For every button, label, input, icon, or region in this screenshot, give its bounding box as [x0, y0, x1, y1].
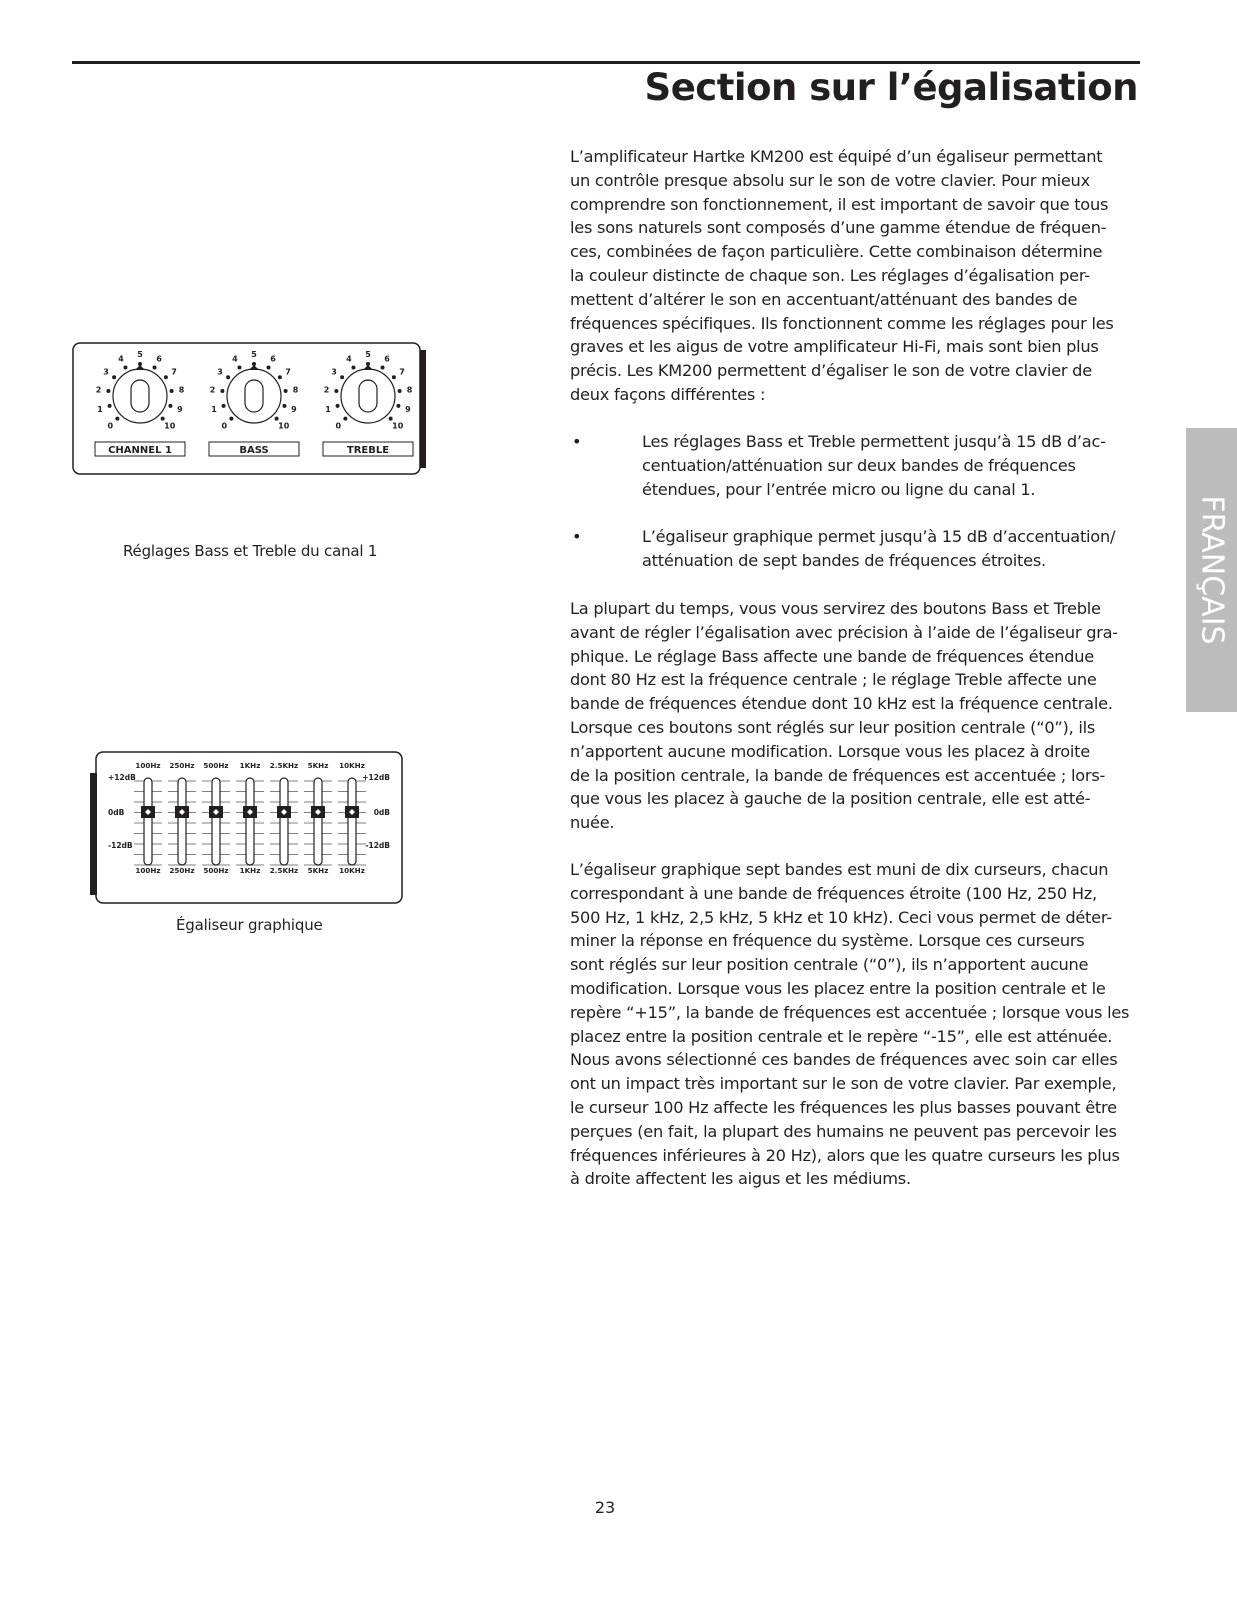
scale-dot	[284, 389, 288, 393]
text-line: miner la réponse en fréquence du système. Lorsque ces curseurs	[570, 931, 1085, 951]
db-label-right: 0dB	[373, 808, 390, 817]
slider-slot	[178, 778, 186, 865]
scale-dot	[392, 375, 396, 379]
scale-label: 0	[221, 421, 228, 431]
text-line: précis. Les KM200 permettent d’égaliser le son de votre clavier de	[570, 361, 1092, 381]
scale-dot	[389, 417, 393, 421]
scale-label: 1	[325, 404, 331, 414]
scale-label: 9	[291, 404, 297, 414]
scale-label: 2	[209, 385, 216, 395]
band-label-top: 100Hz	[135, 761, 161, 770]
scale-label: 8	[406, 385, 413, 395]
text-line: L’égaliseur graphique sept bandes est muni de dix curseurs, chacun	[570, 860, 1109, 879]
scale-label: 7	[171, 367, 177, 377]
scale-dot	[278, 375, 282, 379]
scale-label: 4	[346, 354, 352, 364]
scale-dot	[398, 389, 402, 393]
text-line: nuée.	[570, 813, 615, 833]
band-label-top: 250Hz	[169, 761, 195, 770]
text-line: atténuation de sept bandes de fréquences étroites.	[642, 550, 1046, 570]
scale-label: 9	[405, 404, 411, 414]
slider-slot	[280, 778, 288, 865]
scale-dot	[229, 417, 233, 421]
scale-label: 3	[103, 367, 109, 377]
scale-label: 1	[97, 404, 103, 414]
text-line: le curseur 100 Hz affecte les fréquences les plus basses pouvant être	[570, 1097, 1117, 1117]
slider-slot	[144, 778, 152, 865]
slider-slot	[314, 778, 322, 865]
scale-label: 3	[331, 367, 337, 377]
panel-edge	[420, 350, 426, 468]
scale-dot	[282, 404, 286, 408]
text-line: un contrôle presque absolu sur le son de votre clavier. Pour mieux	[570, 170, 1090, 190]
text-line: perçues (en fait, la plupart des humains ne peuvent pas percevoir les	[570, 1121, 1117, 1141]
knob-label: BASS	[239, 445, 269, 456]
text-line: phique. Le réglage Bass affecte une bande de fréquences étendue	[570, 646, 1094, 666]
text-line: correspondant à une bande de fréquences étroite (100 Hz, 250 Hz,	[570, 883, 1097, 903]
knob-figure-caption: Réglages Bass et Treble du canal 1	[123, 542, 378, 560]
scale-dot	[275, 417, 279, 421]
scale-dot	[123, 365, 127, 369]
scale-dot	[343, 417, 347, 421]
scale-label: 3	[217, 367, 223, 377]
bullet-text	[642, 525, 1115, 573]
scale-dot	[226, 375, 230, 379]
text-line: L’amplificateur Hartke KM200 est équipé d’un égaliseur permettant	[570, 147, 1103, 166]
scale-label: 1	[211, 404, 217, 414]
scale-label: 7	[399, 367, 405, 377]
text-line: bande de fréquences étendue dont 10 kHz est la fréquence centrale.	[570, 694, 1113, 714]
scale-label: 2	[323, 385, 330, 395]
scale-dot	[336, 404, 340, 408]
knob-label: CHANNEL 1	[108, 445, 172, 456]
band-label-bottom: 10KHz	[339, 866, 365, 875]
text-line: les sons naturels sont composés d’une gamme étendue de fréquen-	[570, 218, 1107, 238]
slider-slot	[212, 778, 220, 865]
band-label-bottom: 5KHz	[307, 866, 329, 875]
scale-dot	[112, 375, 116, 379]
scale-dot	[396, 404, 400, 408]
scale-dot	[106, 389, 110, 393]
scale-dot	[237, 365, 241, 369]
band-label-top: 500Hz	[203, 761, 229, 770]
text-line: repère “+15”, la bande de fréquences est accentuée ; lorsque vous les	[570, 1002, 1130, 1022]
bullet-icon: •	[572, 527, 582, 546]
scale-label: 10	[278, 421, 290, 431]
db-label-left: 0dB	[108, 808, 125, 817]
scale-label: 5	[365, 350, 371, 359]
scale-label: 6	[384, 354, 390, 364]
text-line: à droite affectent les aigus et les médiums.	[570, 1169, 911, 1189]
knob-label: TREBLE	[346, 445, 390, 456]
scale-dot	[108, 404, 112, 408]
db-label-left: +12dB	[108, 773, 136, 782]
scale-label: 8	[178, 385, 185, 395]
knob	[113, 369, 167, 423]
text-line: Les réglages Bass et Treble permettent jusqu’à 15 dB d’ac-	[642, 432, 1106, 451]
text-line: 500 Hz, 1 kHz, 2,5 kHz, 5 kHz et 10 kHz). Ceci vous permet de déter-	[570, 907, 1112, 927]
text-line: la couleur distincte de chaque son. Les réglages d’égalisation per-	[570, 265, 1090, 285]
scale-dot	[267, 365, 271, 369]
scale-dot	[334, 389, 338, 393]
bullet-item	[570, 525, 1140, 597]
scale-label: 6	[270, 354, 276, 364]
scale-dot	[164, 375, 168, 379]
band-label-bottom: 500Hz	[203, 866, 229, 875]
bullet-item	[570, 430, 1140, 502]
bass-treble-paragraph	[570, 597, 1150, 835]
band-label-bottom: 100Hz	[135, 866, 161, 875]
text-line: placez entre la position centrale et le repère “-15”, elle est atténuée.	[570, 1026, 1113, 1046]
text-line: dont 80 Hz est la fréquence centrale ; le réglage Treble affecte une	[570, 670, 1097, 690]
text-line: L’égaliseur graphique permet jusqu’à 15 dB d’accentuation/	[642, 527, 1116, 546]
scale-label: 8	[292, 385, 299, 395]
scale-label: 4	[118, 354, 124, 364]
text-line: centuation/atténuation sur deux bandes de fréquences	[642, 455, 1076, 475]
panel-edge	[90, 773, 97, 895]
scale-dot	[161, 417, 165, 421]
band-label-top: 2.5KHz	[269, 761, 299, 770]
band-label-bottom: 1KHz	[239, 866, 261, 875]
scale-label: 2	[95, 385, 102, 395]
text-line: sont réglés sur leur position centrale (“0”), ils n’apportent aucune	[570, 955, 1089, 975]
text-line: deux façons différentes :	[570, 384, 766, 404]
scale-label: 4	[232, 354, 238, 364]
text-line: de la position centrale, la bande de fréquences est accentuée ; lors-	[570, 765, 1106, 785]
text-line: Nous avons sélectionné ces bandes de fréquences avec soin car elles	[570, 1050, 1118, 1070]
scale-label: 5	[251, 350, 257, 359]
scale-dot	[153, 365, 157, 369]
text-line: mettent d’altérer le son en accentuant/atténuant des bandes de	[570, 289, 1078, 309]
language-tab	[1186, 428, 1237, 712]
graphic-eq-paragraph	[570, 858, 1150, 1191]
scale-label: 6	[156, 354, 162, 364]
db-label-right: +12dB	[362, 773, 390, 782]
eq-figure-caption: Égaliseur graphique	[176, 916, 323, 934]
scale-label: 5	[137, 350, 143, 359]
band-label-top: 5KHz	[307, 761, 329, 770]
scale-dot	[115, 417, 119, 421]
page-title: Section sur l’égalisation	[644, 66, 1138, 109]
db-label-left: -12dB	[108, 841, 133, 850]
text-line: Lorsque ces boutons sont réglés sur leur position centrale (“0”), ils	[570, 717, 1096, 737]
band-label-top: 10KHz	[339, 761, 365, 770]
knob	[227, 369, 281, 423]
text-line: ces, combinées de façon particulière. Cette combinaison détermine	[570, 242, 1103, 262]
scale-label: 10	[392, 421, 404, 431]
scale-label: 10	[164, 421, 176, 431]
text-line: graves et les aigus de votre amplificateur Hi-Fi, mais sont bien plus	[570, 337, 1099, 357]
text-line: que vous les placez à gauche de la position centrale, elle est atté-	[570, 789, 1091, 809]
band-label-bottom: 250Hz	[169, 866, 195, 875]
text-line: fréquences spécifiques. Ils fonctionnent comme les réglages pour les	[570, 313, 1114, 333]
band-label-top: 1KHz	[239, 761, 261, 770]
text-line: ont un impact très important sur le son de votre clavier. Par exemple,	[570, 1074, 1117, 1094]
text-line: étendues, pour l’entrée micro ou ligne du canal 1.	[642, 479, 1036, 499]
text-line: comprendre son fonctionnement, il est important de savoir que tous	[570, 194, 1109, 214]
text-line: La plupart du temps, vous vous servirez des boutons Bass et Treble	[570, 599, 1101, 618]
scale-dot	[381, 365, 385, 369]
db-label-right: -12dB	[365, 841, 390, 850]
header-rule	[72, 61, 1140, 64]
text-line: fréquences inférieures à 20 Hz), alors que les quatre curseurs les plus	[570, 1145, 1120, 1165]
scale-label: 0	[107, 421, 114, 431]
scale-label: 9	[177, 404, 183, 414]
scale-dot	[351, 365, 355, 369]
band-label-bottom: 2.5KHz	[269, 866, 299, 875]
text-line: modification. Lorsque vous les placez entre la position centrale et le	[570, 978, 1106, 998]
knob	[341, 369, 395, 423]
scale-dot	[170, 389, 174, 393]
bullet-icon: •	[572, 432, 582, 451]
bullet-text	[642, 430, 1106, 501]
language-tab-label: FRANÇAIS	[1194, 495, 1229, 645]
text-line: n’apportent aucune modification. Lorsque vous les placez à droite	[570, 741, 1090, 761]
scale-label: 0	[335, 421, 342, 431]
text-line: avant de régler l’égalisation avec précision à l’aide de l’égaliseur gra-	[570, 622, 1118, 642]
scale-dot	[222, 404, 226, 408]
slider-slot	[246, 778, 254, 865]
page-number: 23	[594, 1498, 616, 1517]
slider-slot	[348, 778, 356, 865]
scale-dot	[340, 375, 344, 379]
intro-paragraph	[570, 145, 1150, 407]
scale-dot	[168, 404, 172, 408]
scale-dot	[220, 389, 224, 393]
scale-label: 7	[285, 367, 291, 377]
